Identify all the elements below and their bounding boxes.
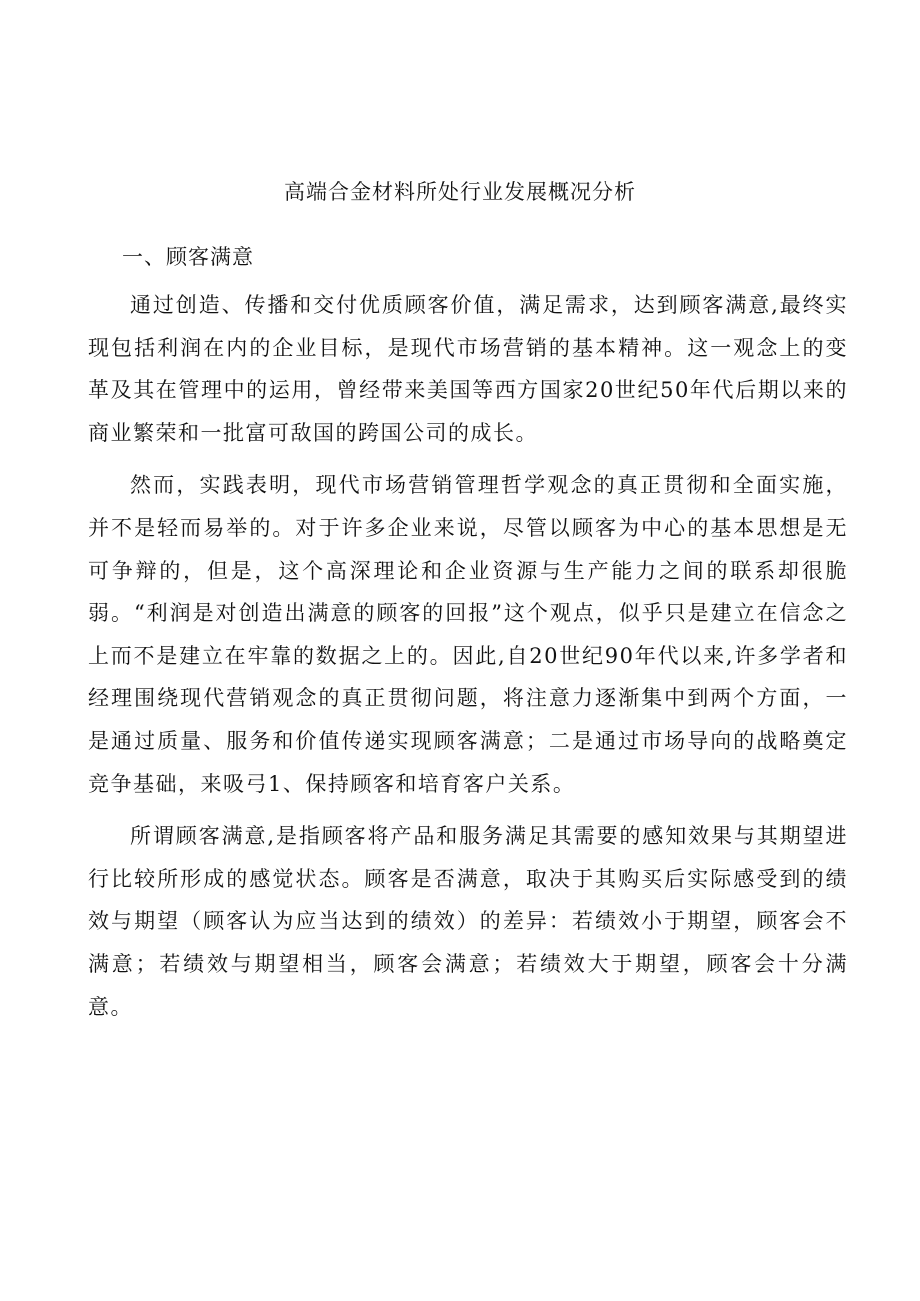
document-title: 高端合金材料所处行业发展概况分析: [284, 180, 636, 204]
paragraph-2: 然而，实践表明，现代市场营销管理哲学观念的真正贯彻和全面实施，并不是轻而易举的。对于许多企业来说，尽管以顾客为中心的基本思想是无可争辩的，但是，这个高深理论和企业资源与生产能力之间的联系却很脆弱。“利润是对创造出满意的顾客的回报”这个观点，似乎只是建立在信念之上而不是建立在牢靠的数据之上的。因此,自20世纪90年代以来,许多学者和经理围绕现代营销观念的真正贯彻问题，将注意力逐渐集中到两个方面，一是通过质量、服务和价值传递实现顾客满意；二是通过市场导向的战略奠定竞争基础，来吸弓1、保持顾客和培育客户关系。: [88, 473, 848, 796]
section-body: [88, 284, 848, 1038]
paragraph-1: 通过创造、传播和交付优质顾客价值，满足需求，达到顾客满意,最终实现包括利润在内的企业目标，是现代市场营销的基本精神。这一观念上的变革及其在管理中的运用，曾经带来美国等西方国家20世纪50年代后期以来的商业繁荣和一批富可敌国的跨国公司的成长。: [88, 293, 848, 445]
section-heading: 一、顾客满意: [122, 245, 254, 269]
paragraph-3: 所谓顾客满意,是指顾客将产品和服务满足其需要的感知效果与其期望进行比较所形成的感觉状态。顾客是否满意，取决于其购买后实际感受到的绩效与期望（顾客认为应当达到的绩效）的差异：若绩效小于期望，顾客会不满意；若绩效与期望相当，顾客会满意；若绩效大于期望，顾客会十分满意。: [88, 824, 848, 1019]
